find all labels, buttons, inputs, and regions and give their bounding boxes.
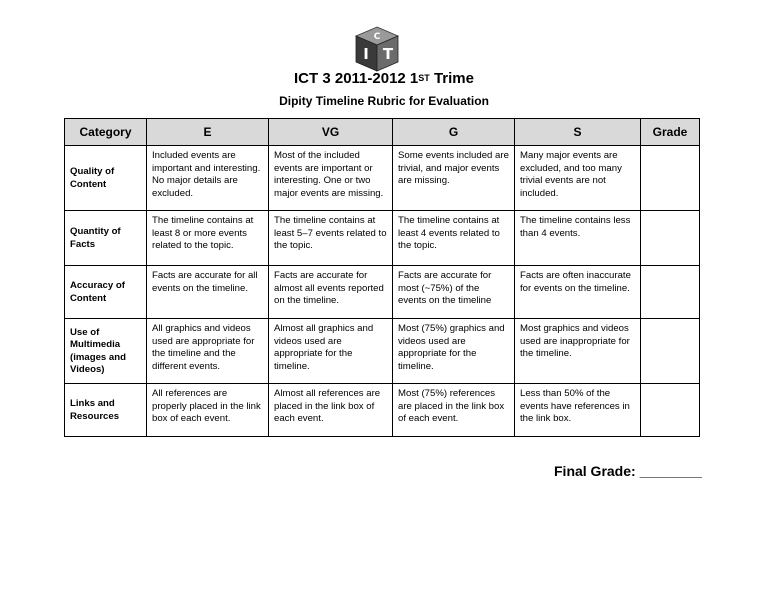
logo-letter-c: C [373,32,381,42]
criteria-cell-g: Facts are accurate for most (~75%) of the events on the timeline [393,266,515,319]
category-cell: Accuracy of Content [65,266,147,319]
header-grade: Grade [641,119,700,146]
criteria-cell-e: All references are properly placed in the link box of each event. [147,384,269,437]
table-row [65,211,700,266]
criteria-cell-vg: The timeline contains at least 5–7 events related to the topic. [269,211,393,266]
grade-cell[interactable] [641,384,700,437]
category-cell: Links and Resources [65,384,147,437]
header-s: S [515,119,641,146]
rubric-table [64,118,700,437]
title-main: ICT 3 2011-2012 1 [294,70,419,87]
table-row [65,146,700,211]
criteria-cell-s: Facts are often inaccurate for events on the timeline. [515,266,641,319]
criteria-cell-e: The timeline contains at least 8 or more events related to the topic. [147,211,269,266]
grade-cell[interactable] [641,266,700,319]
criteria-cell-e: Included events are important and interesting. No major details are excluded. [147,146,269,211]
page-subtitle: Dipity Timeline Rubric for Evaluation [279,94,489,108]
category-cell: Quality of Content [65,146,147,211]
page-title [0,70,768,87]
header-g: G [393,119,515,146]
ict-cube-logo [352,24,402,74]
criteria-cell-s: Many major events are excluded, and too many trivial events are not included. [515,146,641,211]
table-header-row [65,119,700,146]
header-category: Category [65,119,147,146]
logo-letter-t: T [382,45,394,63]
table-row [65,319,700,384]
criteria-cell-g: Most (75%) graphics and videos used are appropriate for the timeline. [393,319,515,384]
title-superscript: ST [418,73,430,83]
table-row [65,266,700,319]
final-grade-label: Final Grade: ________ [554,463,702,479]
criteria-cell-g: Most (75%) references are placed in the link box of each event. [393,384,515,437]
criteria-cell-vg: Almost all references are placed in the link box of each event. [269,384,393,437]
criteria-cell-vg: Facts are accurate for almost all events reported on the timeline. [269,266,393,319]
criteria-cell-e: All graphics and videos used are appropriate for the timeline and the different events. [147,319,269,384]
criteria-cell-s: Most graphics and videos used are inappropriate for the timeline. [515,319,641,384]
category-cell: Quantity of Facts [65,211,147,266]
logo-letter-i: I [363,45,369,63]
criteria-cell-g: Some events included are trivial, and major events are missing. [393,146,515,211]
grade-cell[interactable] [641,319,700,384]
title-tail: Trime [429,70,474,87]
table-row [65,384,700,437]
criteria-cell-vg: Most of the included events are important or interesting. One or two major events are missing. [269,146,393,211]
criteria-cell-s: The timeline contains less than 4 events. [515,211,641,266]
header-e: E [147,119,269,146]
grade-cell[interactable] [641,146,700,211]
criteria-cell-e: Facts are accurate for all events on the timeline. [147,266,269,319]
criteria-cell-s: Less than 50% of the events have references in the link box. [515,384,641,437]
category-cell: Use of Multimedia (images and Videos) [65,319,147,384]
criteria-cell-g: The timeline contains at least 4 events related to the topic. [393,211,515,266]
grade-cell[interactable] [641,211,700,266]
header-vg: VG [269,119,393,146]
criteria-cell-vg: Almost all graphics and videos used are appropriate for the timeline. [269,319,393,384]
